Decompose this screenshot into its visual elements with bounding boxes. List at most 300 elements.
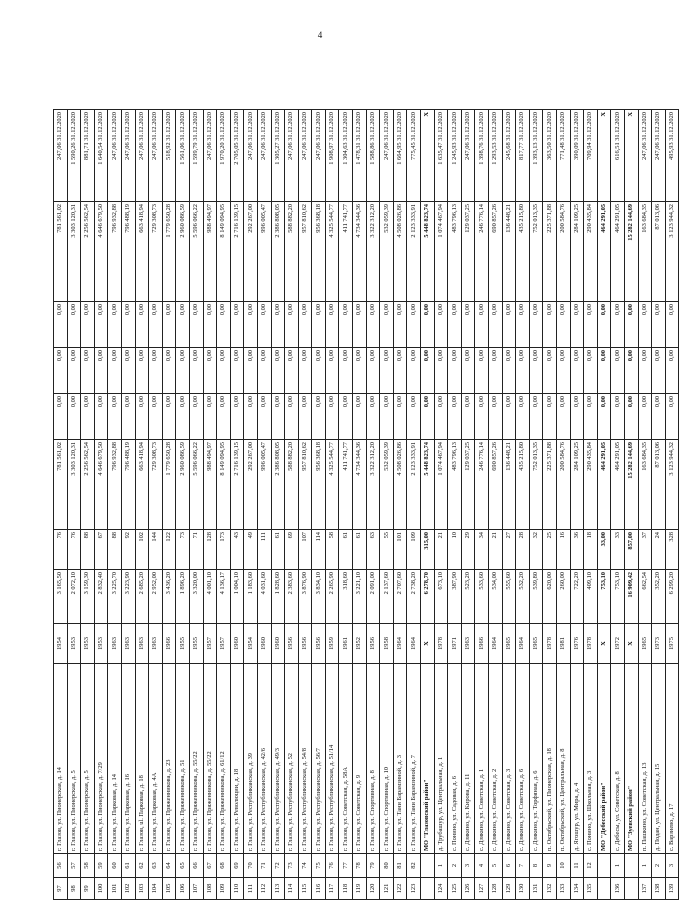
table-cell: 61 <box>353 530 367 570</box>
table-cell: 247,06 31.12.2020 <box>312 110 326 202</box>
table-cell: 0,00 <box>67 348 81 394</box>
table-cell: 1 305,27 31.12.2020 <box>271 110 285 202</box>
table-row <box>366 110 380 900</box>
table-cell: 0,00 <box>189 394 203 440</box>
table-cell: 0,00 <box>94 394 108 440</box>
table-cell: 8 149 094,95 <box>217 202 231 302</box>
table-cell: 539,80 <box>529 570 543 624</box>
table-row <box>94 110 108 900</box>
table-cell: 881,71 31.12.2020 <box>81 110 95 202</box>
table-cell: 533,60 <box>475 570 489 624</box>
table-cell: 130 <box>516 878 530 900</box>
table-cell: 245,68 31.12.2020 <box>502 110 516 202</box>
table-row <box>162 110 176 900</box>
table-cell: г. Глазов, ул. Республиканская, д. 49/3 <box>271 664 285 854</box>
table-cell: 127 <box>475 878 489 900</box>
table-cell: 27 <box>502 530 516 570</box>
table-cell: 1966 <box>475 624 489 664</box>
table-cell: 1955 <box>176 624 190 664</box>
table-cell: г. Глазов, ул. Спортивная, д. 8 <box>366 664 380 854</box>
table-cell: д. Ягошур, ул. Мира, д. 4 <box>570 664 584 854</box>
table-cell: 4 325 544,77 <box>325 440 339 530</box>
table-cell: 0,00 <box>298 348 312 394</box>
table-cell: 1 <box>638 854 652 878</box>
table-row <box>556 110 570 900</box>
table-cell: 61 <box>121 854 135 878</box>
table-row <box>257 110 271 900</box>
table-cell: 0,00 <box>325 348 339 394</box>
table-cell: 956 368,18 <box>312 440 326 530</box>
table-row <box>638 110 652 900</box>
table-cell: 3 159,30 <box>81 570 95 624</box>
table-cell: 0,00 <box>230 348 244 394</box>
table-cell: 110 <box>230 878 244 900</box>
table-body <box>54 110 679 900</box>
table-cell: 58 <box>325 530 339 570</box>
table-cell: 284 109,25 <box>570 440 584 530</box>
table-cell: 0,00 <box>475 302 489 348</box>
table-cell: 1 640,54 31.12.2020 <box>94 110 108 202</box>
table-cell: 0,00 <box>366 348 380 394</box>
table-cell: 0,00 <box>81 302 95 348</box>
table-cell: г. Глазов, ул. Парковая, д. 16 <box>121 664 135 854</box>
table-cell: 4 646 679,50 <box>94 440 108 530</box>
table-cell: 10 <box>556 854 570 878</box>
table-cell: 284 109,25 <box>570 202 584 302</box>
table-cell: 956 368,18 <box>312 202 326 302</box>
table-cell: 0,00 <box>380 394 394 440</box>
table-cell: 532,20 <box>516 570 530 624</box>
table-cell: 76 <box>67 530 81 570</box>
table-cell: Х <box>597 110 611 202</box>
table-cell: 0,00 <box>217 394 231 440</box>
table-cell: 3 436,20 <box>162 570 176 624</box>
table-cell: 78 <box>353 854 367 878</box>
table-cell: 996 005,47 <box>257 202 271 302</box>
table-cell: 0,00 <box>624 348 638 394</box>
table-cell: 0,00 <box>121 302 135 348</box>
table-cell: 0,00 <box>380 348 394 394</box>
table-cell: 0,00 <box>611 302 625 348</box>
table-cell: 0,00 <box>121 348 135 394</box>
table-cell: 121 <box>380 878 394 900</box>
table-cell: 0,00 <box>570 348 584 394</box>
table-cell: 106 <box>176 878 190 900</box>
table-cell: 1953 <box>94 624 108 664</box>
table-cell: д. Трубашур, ул. Центральная, д. 1 <box>434 664 448 854</box>
table-cell: 8 <box>529 854 543 878</box>
table-cell: г. Глазов, ул. Пряженникова, д. 23 <box>162 664 176 854</box>
table-cell: 163 684,35 <box>638 202 652 302</box>
table-cell: 0,00 <box>611 348 625 394</box>
table-cell: г. Глазов, ул. Тани Барамзиной, д. 7 <box>407 664 421 854</box>
table-cell: г. Глазов, ул. Советская, д. 9 <box>353 664 367 854</box>
table-row <box>203 110 217 900</box>
table-cell: 2 952,00 <box>149 570 163 624</box>
table-cell: 409,10 <box>584 570 598 624</box>
table-cell: 247,06 31.12.2020 <box>285 110 299 202</box>
table-cell: с. Варзиево, д. 17 <box>665 664 679 854</box>
table-row <box>244 110 258 900</box>
table-row <box>665 110 679 900</box>
table-cell: 363,50 31.12.2020 <box>543 110 557 202</box>
table-cell: 0,00 <box>461 348 475 394</box>
table-cell: 1965 <box>529 624 543 664</box>
table-cell: 0,00 <box>285 348 299 394</box>
table-cell: 129 037,25 <box>461 440 475 530</box>
table-cell: 0,00 <box>393 394 407 440</box>
table-cell: 0,00 <box>393 348 407 394</box>
table-cell: 1956 <box>366 624 380 664</box>
table-row <box>339 110 353 900</box>
table-cell: 16 909,42 <box>624 570 638 624</box>
table-cell: г. Глазов, ул. Парковая, д. 14 <box>108 664 122 854</box>
table-cell: 0,00 <box>271 302 285 348</box>
table-cell: 722,20 <box>570 570 584 624</box>
table-cell: 1956 <box>312 624 326 664</box>
table-cell: 137 <box>638 878 652 900</box>
table-cell: 0,00 <box>638 348 652 394</box>
table-cell: 5 448 823,74 <box>421 440 435 530</box>
table-cell: 101 <box>393 530 407 570</box>
table-cell: 957 810,62 <box>298 440 312 530</box>
subtotal-row <box>421 110 435 900</box>
table-cell: г. Глазов, ул. Пряженникова, д. 55/22 <box>189 664 203 854</box>
table-cell: 225 371,88 <box>543 202 557 302</box>
table-cell: 5 596 066,22 <box>189 440 203 530</box>
table-cell: 119 <box>353 878 367 900</box>
table-row <box>475 110 489 900</box>
table-cell: 28 <box>516 530 530 570</box>
table-cell: 247,06 31.12.2020 <box>135 110 149 202</box>
table-cell: 0,00 <box>162 348 176 394</box>
table-cell: с. Понино, ул. Садовая, д. 6 <box>448 664 462 854</box>
table-cell: 0,00 <box>584 348 598 394</box>
table-cell: 0,00 <box>543 348 557 394</box>
table-cell: г. Глазов, ул. Пряженникова, д. 51 <box>176 664 190 854</box>
table-cell: 752 013,35 <box>529 440 543 530</box>
table-cell: 673,10 <box>434 570 448 624</box>
table-row <box>652 110 666 900</box>
table-cell: с. Дзякино, ул. Кирова, д. 11 <box>461 664 475 854</box>
table-cell: 0,00 <box>312 394 326 440</box>
table-cell: 247,06 31.12.2020 <box>257 110 271 202</box>
table-cell: 97 <box>54 878 68 900</box>
table-cell: 92 <box>121 530 135 570</box>
table-cell: 0,00 <box>121 394 135 440</box>
table-cell: 464 291,05 <box>611 202 625 302</box>
table-cell: 1963 <box>135 624 149 664</box>
table-row <box>285 110 299 900</box>
table-cell: 1 074 467,94 <box>434 440 448 530</box>
table-cell: г. Глазов, ул. Спортивная, д. 10 <box>380 664 394 854</box>
table-cell: 0,00 <box>162 302 176 348</box>
table-cell: 122 <box>162 530 176 570</box>
table-cell: 0,00 <box>502 394 516 440</box>
table-row <box>353 110 367 900</box>
table-cell: 128 <box>489 878 503 900</box>
table-cell: 0,00 <box>611 394 625 440</box>
table-cell: 663 418,94 <box>135 202 149 302</box>
page-number: 4 <box>317 30 323 40</box>
table-cell: 61 <box>271 530 285 570</box>
table-cell: 1 393,13 31.12.2020 <box>529 110 543 202</box>
table-cell: 247,06 31.12.2020 <box>244 110 258 202</box>
table-cell: 2 386 808,05 <box>271 440 285 530</box>
table-cell: 99 <box>81 878 95 900</box>
table-cell: 0,00 <box>556 302 570 348</box>
table-cell: 65 <box>176 854 190 878</box>
table-cell: 0,00 <box>407 348 421 394</box>
table-cell: 10 <box>448 530 462 570</box>
table-cell: 76 <box>54 530 68 570</box>
table-cell: 72 <box>271 854 285 878</box>
table-cell: 6 299,20 <box>665 570 679 624</box>
table-cell <box>624 878 638 900</box>
table-cell: 55 <box>380 530 394 570</box>
table-cell: г. Глазов, ул. Парковая, д. 4А <box>149 664 163 854</box>
table-cell: 0,00 <box>81 394 95 440</box>
table-cell: 108 <box>203 878 217 900</box>
table-cell: 1952 <box>353 624 367 664</box>
table-cell: 616,51 31.12.2020 <box>611 110 625 202</box>
table-row <box>461 110 475 900</box>
table-cell: 0,00 <box>285 394 299 440</box>
table-cell: 2 960 086,59 <box>176 202 190 302</box>
table-cell: 0,00 <box>54 302 68 348</box>
table-cell: 817,77 31.12.2020 <box>516 110 530 202</box>
table-cell: 588 882,20 <box>285 440 299 530</box>
table-cell: 753,10 <box>611 570 625 624</box>
table-cell: 1978 <box>543 624 557 664</box>
table-cell: Х <box>624 624 638 664</box>
table-cell: 0,00 <box>407 302 421 348</box>
table-cell: 0,00 <box>584 394 598 440</box>
table-cell: 1 <box>611 854 625 878</box>
table-cell: 0,00 <box>475 394 489 440</box>
table-cell: 387,90 <box>448 570 462 624</box>
table-row <box>312 110 326 900</box>
table-cell: 0,00 <box>434 348 448 394</box>
table-cell: 796 932,88 <box>108 202 122 302</box>
table-cell: 411 741,77 <box>339 440 353 530</box>
table-cell: 163 684,35 <box>638 440 652 530</box>
table-cell: 292 267,00 <box>244 202 258 302</box>
table-cell: 4 136,17 <box>217 570 231 624</box>
table-cell: 116 <box>312 878 326 900</box>
table-row <box>584 110 598 900</box>
table-cell: г. Глазов, ул. Тани Барамзиной, д. 3 <box>393 664 407 854</box>
table-cell: 1960 <box>257 624 271 664</box>
table-cell: 0,00 <box>652 348 666 394</box>
table-cell: 3 320,00 <box>189 570 203 624</box>
table-cell: 1963 <box>149 624 163 664</box>
table-cell: 61 <box>339 530 353 570</box>
table-cell: 1 635,47 31.12.2020 <box>434 110 448 202</box>
table-cell: 87 013,06 <box>652 202 666 302</box>
table-cell: 3 123 944,32 <box>665 202 679 302</box>
table-cell: 200 584,76 <box>556 202 570 302</box>
table-cell: 69 <box>230 854 244 878</box>
table-cell: 0,00 <box>135 302 149 348</box>
table-cell: с. Дзякино, ул. Торфяная, д. 6 <box>529 664 543 854</box>
table-cell: 4 734 344,36 <box>353 202 367 302</box>
table-row <box>121 110 135 900</box>
table-cell: 690 857,26 <box>489 440 503 530</box>
table-cell: 1 599,79 31.12.2020 <box>189 110 203 202</box>
table-cell: 0,00 <box>516 394 530 440</box>
table-cell: 0,00 <box>149 302 163 348</box>
table-row <box>325 110 339 900</box>
table-row <box>271 110 285 900</box>
table-cell: 0,00 <box>135 394 149 440</box>
table-cell: 3 834,10 <box>312 570 326 624</box>
table-cell: 32 <box>529 530 543 570</box>
table-cell: 66 <box>189 854 203 878</box>
table-cell: 0,00 <box>244 394 258 440</box>
table-cell: 0,00 <box>393 302 407 348</box>
table-cell: 133 <box>556 878 570 900</box>
table-cell: 752 013,35 <box>529 202 543 302</box>
table-cell: 247,06 31.12.2020 <box>54 110 68 202</box>
table-cell: 76 <box>325 854 339 878</box>
table-cell: 0,00 <box>353 348 367 394</box>
table-cell: 0,00 <box>665 348 679 394</box>
table-row <box>176 110 190 900</box>
table-cell: 0,00 <box>108 348 122 394</box>
table-cell: 988 494,97 <box>203 440 217 530</box>
table-cell: 2 716 139,15 <box>230 202 244 302</box>
table-cell: 0,00 <box>67 302 81 348</box>
table-cell: 139 <box>665 878 679 900</box>
table-cell: 4 646 679,50 <box>94 202 108 302</box>
table-cell: 0,00 <box>271 348 285 394</box>
table-cell: 1978 <box>434 624 448 664</box>
table-cell: 495,93 31.12.2020 <box>665 110 679 202</box>
table-cell: 246 776,14 <box>475 440 489 530</box>
table-cell: 33 <box>611 530 625 570</box>
table-cell: 3 303 120,31 <box>67 440 81 530</box>
table-cell: 483 796,13 <box>448 440 462 530</box>
table-cell: 120 <box>366 878 380 900</box>
table-cell: 709,94 31.12.2020 <box>584 110 598 202</box>
table-cell: 0,00 <box>285 302 299 348</box>
table-cell: 1953 <box>67 624 81 664</box>
table-cell: 390,09 31.12.2020 <box>570 110 584 202</box>
table-cell: 4 508 026,86 <box>393 202 407 302</box>
table-cell: 0,00 <box>176 394 190 440</box>
table-row <box>108 110 122 900</box>
table-cell: 0,00 <box>448 302 462 348</box>
table-cell: 68 <box>217 854 231 878</box>
table-cell: 138 <box>652 878 666 900</box>
table-cell: 0,00 <box>189 348 203 394</box>
table-cell: 87 013,06 <box>652 440 666 530</box>
table-cell: 1 828,60 <box>271 570 285 624</box>
table-cell: 104 <box>149 878 163 900</box>
table-cell: 1971 <box>448 624 462 664</box>
table-cell: 57 <box>67 854 81 878</box>
table-cell: 729 308,73 <box>149 202 163 302</box>
table-cell: 1 478,31 31.12.2020 <box>353 110 367 202</box>
table-cell: 3 <box>461 854 475 878</box>
table-cell: 111 <box>257 530 271 570</box>
table-row <box>298 110 312 900</box>
table-cell: 988 494,97 <box>203 202 217 302</box>
table-cell: 111 <box>244 878 258 900</box>
table-cell: 1964 <box>393 624 407 664</box>
table-cell: 729 308,73 <box>149 440 163 530</box>
table-cell: 2 832,40 <box>94 570 108 624</box>
table-cell: 435 215,80 <box>516 202 530 302</box>
table-cell: 0,00 <box>529 302 543 348</box>
table-cell: 107 <box>298 530 312 570</box>
table-cell: 2 383,60 <box>285 570 299 624</box>
table-cell: 247,06 31.12.2020 <box>380 110 394 202</box>
table-row <box>516 110 530 900</box>
table-cell: с. Дзякино, ул. Советская, д. 6 <box>516 664 530 854</box>
table-cell: г. Глазов, ул. Пионерская, д. 5 <box>67 664 81 854</box>
table-cell: 0,00 <box>217 302 231 348</box>
table-cell: 781 561,02 <box>54 440 68 530</box>
table-cell: 532 059,39 <box>380 202 394 302</box>
table-cell: 0,00 <box>570 302 584 348</box>
table-cell: 125 <box>448 878 462 900</box>
table-row <box>54 110 68 900</box>
table-cell: 0,00 <box>407 394 421 440</box>
table-cell: с. Дзякино, ул. Советская, д. 2 <box>489 664 503 854</box>
table-row <box>380 110 394 900</box>
table-cell: 1978 <box>584 624 598 664</box>
table-cell: 102 <box>121 878 135 900</box>
table-row <box>407 110 421 900</box>
table-cell: 118 <box>339 878 353 900</box>
table-cell: 135 <box>584 878 598 900</box>
table-cell: 0,00 <box>516 348 530 394</box>
table-cell: 117 <box>325 878 339 900</box>
table-row <box>81 110 95 900</box>
table-cell: 0,00 <box>638 302 652 348</box>
table-cell: 1956 <box>298 624 312 664</box>
table-cell: 2 256 562,54 <box>81 202 95 302</box>
table-cell: 2 123 333,91 <box>407 202 421 302</box>
table-cell: 518,92 31.12.2020 <box>162 110 176 202</box>
table-cell: 315,00 <box>421 530 435 570</box>
table-cell: 79 <box>366 854 380 878</box>
table-cell: 1956 <box>285 624 299 664</box>
table-cell: 4 031,60 <box>257 570 271 624</box>
table-cell: 0,00 <box>529 394 543 440</box>
table-cell: 1965 <box>638 624 652 664</box>
table-cell: 100 <box>94 878 108 900</box>
table-cell: г. Глазов, ул. Пряженникова, д. 61/12 <box>217 664 231 854</box>
table-cell: 0,00 <box>189 302 203 348</box>
table-row <box>529 110 543 900</box>
table-cell: 3 165,50 <box>54 570 68 624</box>
table-cell: 15 282 144,69 <box>624 440 638 530</box>
table-cell: 957 810,62 <box>298 202 312 302</box>
table-cell: г. Глазов, ул. Республиканская, д. 51/14 <box>325 664 339 854</box>
table-cell <box>597 878 611 900</box>
table-cell: 0,00 <box>353 394 367 440</box>
table-cell: 1 004,10 <box>230 570 244 624</box>
table-cell: 1975 <box>665 624 679 664</box>
table-cell: 1 970,20 31.12.2020 <box>217 110 231 202</box>
table-cell: 24 <box>652 530 666 570</box>
table-cell: Х <box>624 110 638 202</box>
table-cell: 71 <box>257 854 271 878</box>
table-cell: 0,00 <box>543 302 557 348</box>
